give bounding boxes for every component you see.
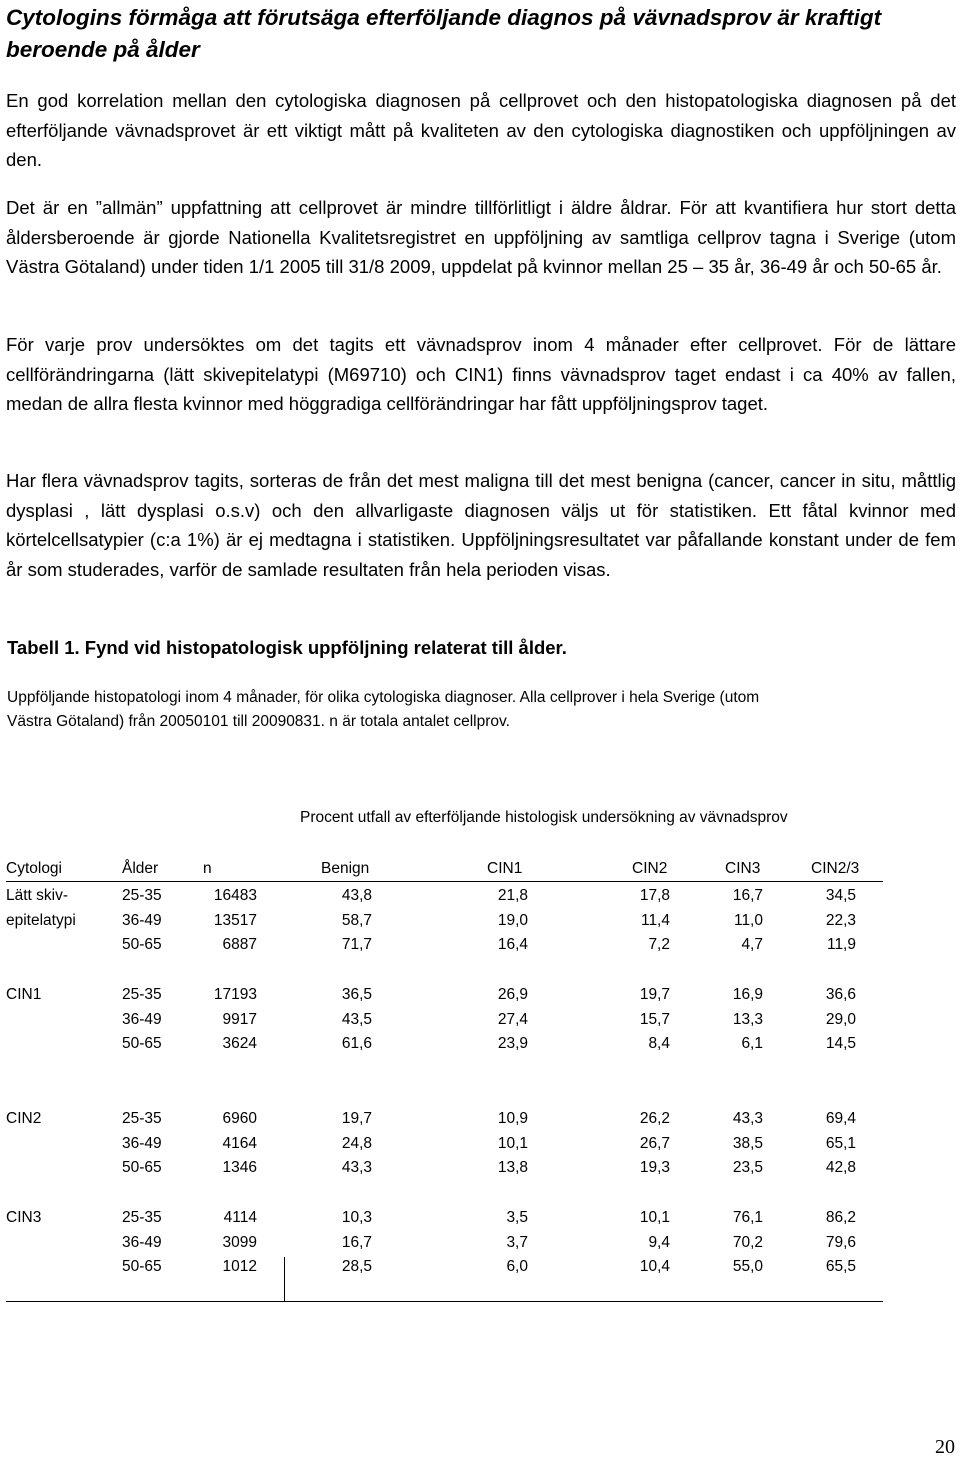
table-cell-cin3: 13,3 xyxy=(732,1010,763,1028)
table-group-label: Lätt skiv- xyxy=(6,887,69,904)
table-cell-cin1: 27,4 xyxy=(497,1010,528,1028)
table-cell-alder: 50-65 xyxy=(122,1159,162,1177)
page-number: 20 xyxy=(935,1436,955,1458)
table-cell-cin2: 19,7 xyxy=(639,986,670,1003)
table-cell-n: 16483 xyxy=(213,887,257,904)
table-cell-cin3: 70,2 xyxy=(732,1233,763,1251)
table-cell-cin1: 23,9 xyxy=(497,1035,528,1053)
table-cell-cin1: 3,7 xyxy=(506,1233,528,1251)
table-cell-cin2: 10,4 xyxy=(639,1258,670,1276)
table-group-label: CIN1 xyxy=(6,986,42,1003)
table-cell-alder: 50-65 xyxy=(122,1035,162,1053)
table-caption: Uppföljande histopatologi inom 4 månader, för olika cytologiska diagnoser. Alla cellprover i hela Sverige (utom Västra Götaland) från 20050101 till 20090831. n är totala antalet cellprov. xyxy=(7,689,760,730)
table-cell-alder: 36-49 xyxy=(122,1134,162,1152)
paragraph-age-dependence: Det är en ”allmän” uppfattning att cellprovet är mindre tillförlitligt i äldre åldrar. För att kvantifiera hur stort detta åldersberoende är gjorde Nationella Kvalitetsregistret en uppföljning av samtliga cellprov tagna i Sverige (utom Västra Götaland) under tiden 1/1 2005 till 31/8 2009, uppdelat på kvinnor mellan 25 – 35 år, 36-49 år och 50-65 år. xyxy=(6,197,956,277)
table-cell-cin1: 26,9 xyxy=(497,986,528,1003)
table-cell-n: 3624 xyxy=(222,1035,257,1053)
table-header-alder: Ålder xyxy=(122,860,159,877)
table-cell-cin2: 15,7 xyxy=(639,1010,670,1028)
table-group-label: CIN2 xyxy=(6,1110,42,1127)
table-cell-cin1: 10,9 xyxy=(497,1110,528,1127)
table-cell-cin1: 3,5 xyxy=(506,1209,528,1226)
table-cell-n: 1012 xyxy=(222,1258,257,1276)
table-bottom-rule xyxy=(6,1301,883,1302)
table-cell-cin3: 23,5 xyxy=(732,1159,763,1177)
table-cell-benign: 36,5 xyxy=(341,986,372,1003)
table-cell-benign: 28,5 xyxy=(341,1258,372,1276)
table-cell-cin23: 36,6 xyxy=(825,986,856,1003)
table-cell-benign: 19,7 xyxy=(341,1110,372,1127)
table-cell-cin23: 69,4 xyxy=(825,1110,856,1127)
table-cell-cin2: 26,7 xyxy=(639,1134,670,1152)
table-cell-cin3: 16,7 xyxy=(732,887,763,904)
table-cell-alder: 25-35 xyxy=(122,1110,162,1127)
table-cell-benign: 58,7 xyxy=(341,911,372,929)
table-cell-benign: 43,3 xyxy=(341,1159,372,1177)
table-group-label: CIN3 xyxy=(6,1209,42,1226)
table-cell-cin1: 21,8 xyxy=(497,887,528,904)
table-cell-alder: 36-49 xyxy=(122,1010,162,1028)
table-cell-alder: 50-65 xyxy=(122,936,162,954)
table-cell-cin2: 9,4 xyxy=(648,1233,670,1251)
table-cell-cin1: 19,0 xyxy=(497,911,528,929)
table-cell-cin23: 42,8 xyxy=(825,1159,856,1177)
table-cell-cin23: 29,0 xyxy=(825,1010,856,1028)
table-cell-alder: 25-35 xyxy=(122,887,162,904)
table-cell-n: 6960 xyxy=(222,1110,257,1127)
paragraph-method: För varje prov undersöktes om det tagits ett vävnadsprov inom 4 månader efter cellprovet. För de lättare cellförändringarna (lätt skivepitelatypi (M69710) och CIN1) finns vävnadsprov taget endast i ca 40% av fallen, medan de allra flesta kvinnor med höggradiga cellförändringar har fått uppföljningsprov taget. xyxy=(6,334,956,414)
table-cell-cin3: 4,7 xyxy=(741,936,763,954)
table-cell-cin1: 10,1 xyxy=(497,1134,528,1152)
table-header-benign: Benign xyxy=(321,860,370,877)
table-cell-cin2: 8,4 xyxy=(648,1035,670,1053)
table-cell-cin2: 19,3 xyxy=(639,1159,670,1177)
table-cell-n: 6887 xyxy=(222,936,257,954)
table-cell-alder: 50-65 xyxy=(122,1258,162,1276)
table-cell-benign: 10,3 xyxy=(341,1209,372,1226)
table-cell-n: 4164 xyxy=(222,1134,257,1152)
table-header-cytologi: Cytologi xyxy=(6,860,62,877)
table-cell-cin3: 55,0 xyxy=(732,1258,763,1276)
table-cell-cin2: 7,2 xyxy=(648,936,670,954)
table-header-cin3: CIN3 xyxy=(725,860,761,877)
table-cell-cin23: 65,1 xyxy=(825,1134,856,1152)
table-cell-alder: 36-49 xyxy=(122,1233,162,1251)
table-cell-cin23: 14,5 xyxy=(825,1035,856,1053)
table-cell-cin3: 43,3 xyxy=(732,1110,763,1127)
table-cell-alder: 25-35 xyxy=(122,986,162,1003)
table-cell-cin1: 6,0 xyxy=(506,1258,528,1276)
table-cell-benign: 43,8 xyxy=(341,887,372,904)
table-cell-cin3: 38,5 xyxy=(732,1134,763,1152)
table-cell-cin2: 17,8 xyxy=(639,887,670,904)
table-cell-cin23: 86,2 xyxy=(825,1209,856,1226)
table-cell-cin3: 16,9 xyxy=(732,986,763,1003)
table-cell-cin23: 79,6 xyxy=(825,1233,856,1251)
table-cell-cin3: 11,0 xyxy=(733,911,763,929)
table-cell-n: 1346 xyxy=(222,1159,257,1177)
table-cell-cin23: 22,3 xyxy=(825,911,856,929)
results-table xyxy=(6,855,883,1303)
table-cell-n: 4114 xyxy=(223,1209,257,1226)
table-group-label: epitelatypi xyxy=(6,911,76,929)
table-cell-n: 3099 xyxy=(222,1233,257,1251)
table-cell-alder: 25-35 xyxy=(122,1209,162,1226)
table-cell-benign: 16,7 xyxy=(341,1233,372,1251)
table-cell-benign: 24,8 xyxy=(341,1134,372,1152)
table-cell-cin2: 10,1 xyxy=(639,1209,670,1226)
table-cell-cin2: 26,2 xyxy=(639,1110,670,1127)
table-cell-cin3: 6,1 xyxy=(741,1035,763,1053)
table-cell-cin23: 65,5 xyxy=(825,1258,856,1276)
table-header-cin23: CIN2/3 xyxy=(811,860,860,877)
table-cell-benign: 61,6 xyxy=(341,1035,372,1053)
table-cell-cin2: 11,4 xyxy=(640,911,670,929)
table-header-cin1: CIN1 xyxy=(487,860,523,877)
table-cell-cin1: 16,4 xyxy=(497,936,528,954)
table-cell-cin23: 34,5 xyxy=(825,887,856,904)
table-cell-benign: 71,7 xyxy=(341,936,372,954)
table-cell-n: 13517 xyxy=(213,911,257,929)
paragraph-intro: En god korrelation mellan den cytologiska diagnosen på cellprovet och den histopatologiska diagnosen på det efterföljande vävnadsprovet är ett viktigt mått på kvaliteten av den cytologiska diagnostiken och uppföljningen av den. xyxy=(6,90,956,170)
paragraph-sorting: Har flera vävnadsprov tagits, sorteras de från det mest maligna till det mest benigna (cancer, cancer in situ, måttlig dysplasi , lätt dysplasi o.s.v) och den allvarligaste diagnosen väljs ut för statistiken. Ett fåtal kvinnor med körtelcellsatypier (c:a 1%) är ej medtagna i statistiken. Uppföljningsresultatet var påfallande konstant under de fem år som studerades, varför de samlade resultaten från hela perioden visas. xyxy=(6,470,956,580)
table-header-cin2: CIN2 xyxy=(632,860,668,877)
page-title: Cytologins förmåga att förutsäga efterföljande diagnos på vävnadsprov är kraftigt beroende på ålder xyxy=(6,5,882,62)
table-cell-n: 9917 xyxy=(222,1010,257,1028)
table-super-header: Procent utfall av efterföljande histologisk undersökning av vävnadsprov xyxy=(300,809,788,826)
table-cell-cin1: 13,8 xyxy=(497,1159,528,1177)
table-cell-alder: 36-49 xyxy=(122,911,162,929)
table-cell-benign: 43,5 xyxy=(341,1010,372,1028)
table-cell-n: 17193 xyxy=(213,986,257,1003)
table-cell-cin3: 76,1 xyxy=(732,1209,763,1226)
table-header-n: n xyxy=(203,860,212,877)
table-title: Tabell 1. Fynd vid histopatologisk uppföljning relaterat till ålder. xyxy=(7,637,567,658)
table-cell-cin23: 11,9 xyxy=(826,936,856,954)
table-header-rule xyxy=(6,881,883,882)
